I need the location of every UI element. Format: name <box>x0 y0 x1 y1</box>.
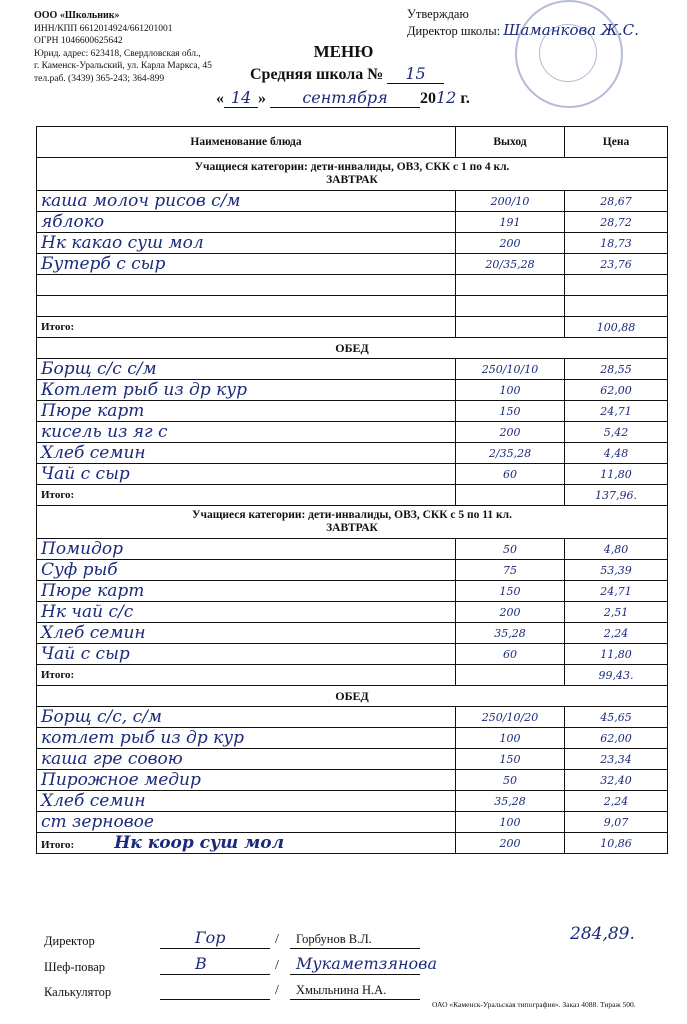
table-row <box>37 359 668 380</box>
dish-output: 100 <box>456 380 565 401</box>
header-dish: Наименование блюда <box>37 127 456 158</box>
dish-price: 5,42 <box>565 422 668 443</box>
total-empty <box>456 317 565 338</box>
dish-name: Хлеб семин <box>37 443 456 464</box>
category-label: Учащиеся категории: дети-инвалиды, ОВЗ, СКК с 5 по 11 кл. <box>192 509 512 521</box>
dish-output: 35,28 <box>456 623 565 644</box>
dish-name: Хлеб семин <box>37 623 456 644</box>
dish-name: Чай с сыр <box>37 464 456 485</box>
dish-name: Пюре карт <box>37 581 456 602</box>
dish-output: 191 <box>456 212 565 233</box>
director-label: Директор школы: <box>407 24 501 38</box>
director-signature: Шаманкова Ж.С. <box>503 21 639 39</box>
dish-price: 18,73 <box>565 233 668 254</box>
dish-output: 100 <box>456 812 565 833</box>
dish-name: ст зерновое <box>37 812 456 833</box>
dish-output: 35,28 <box>456 791 565 812</box>
category-row <box>37 158 668 191</box>
date-month: сентября <box>270 88 420 108</box>
signature-line <box>160 999 270 1000</box>
dish-output: 200 <box>456 602 565 623</box>
dish-price: 28,55 <box>565 359 668 380</box>
dish-output: 75 <box>456 560 565 581</box>
table-row <box>37 212 668 233</box>
signature-slash: / <box>275 958 279 973</box>
dish-price: 4,80 <box>565 539 668 560</box>
dish-price: 45,65 <box>565 707 668 728</box>
signature-role: Шеф-повар <box>44 960 106 974</box>
total-label <box>37 317 456 338</box>
total-label-text: Итого: <box>41 321 75 333</box>
total-row <box>37 833 668 854</box>
dish-output: 150 <box>456 401 565 422</box>
dish-price: 2,24 <box>565 791 668 812</box>
dish-price: 4,48 <box>565 443 668 464</box>
date-line: « 14 » сентября 2012 г. <box>216 88 470 107</box>
dish-name: Нк коор суш мол <box>114 833 285 853</box>
date-day: 14 <box>224 88 258 108</box>
signature-slash: / <box>275 932 279 947</box>
meal-label: ОБЕД <box>37 338 668 359</box>
table-row <box>37 602 668 623</box>
total-value: 100,88 <box>565 317 668 338</box>
dish-name: Нк какао суш мол <box>37 233 456 254</box>
table-row <box>37 644 668 665</box>
total-label <box>37 665 456 686</box>
dish-name: котлет рыб из др кур <box>37 728 456 749</box>
signature-mark: В <box>195 954 207 973</box>
dish-price: 24,71 <box>565 401 668 422</box>
org-name: ООО «Школьник» <box>34 10 120 21</box>
dish-price: 10,86 <box>565 833 668 854</box>
name-line <box>290 974 420 975</box>
table-row <box>37 581 668 602</box>
dish-output: 200 <box>456 233 565 254</box>
table-row <box>37 296 668 317</box>
dish-price: 32,40 <box>565 770 668 791</box>
dish-price: 62,00 <box>565 380 668 401</box>
org-inn: ИНН/КПП 6612014924/661201001 <box>34 23 173 34</box>
dish-output <box>456 296 565 317</box>
total-label <box>37 833 456 854</box>
dish-name: яблоко <box>37 212 456 233</box>
dish-name: Пюре карт <box>37 401 456 422</box>
dish-price: 11,80 <box>565 644 668 665</box>
category-row <box>37 506 668 539</box>
signature-slash: / <box>275 983 279 998</box>
dish-output: 200 <box>456 422 565 443</box>
dish-name: Пирожное медир <box>37 770 456 791</box>
signature-role: Калькулятор <box>44 985 112 999</box>
dish-output: 60 <box>456 644 565 665</box>
dish-price: 2,51 <box>565 602 668 623</box>
dish-output: 60 <box>456 464 565 485</box>
school-label: Средняя школа № <box>250 66 384 83</box>
dish-price: 2,24 <box>565 623 668 644</box>
category-cell <box>37 158 668 191</box>
table-row <box>37 233 668 254</box>
total-label <box>37 485 456 506</box>
table-row <box>37 728 668 749</box>
dish-price: 53,39 <box>565 560 668 581</box>
table-row <box>37 464 668 485</box>
document-title: МЕНЮ <box>313 42 374 61</box>
dish-price: 24,71 <box>565 581 668 602</box>
org-address-1: Юрид. адрес: 623418, Свердловская обл., <box>34 48 201 59</box>
org-phone: тел.раб. (3439) 365-243; 364-899 <box>34 73 165 84</box>
signature-name: Горбунов В.Л. <box>296 932 372 946</box>
table-row <box>37 401 668 422</box>
approval-block <box>407 6 639 39</box>
table-row <box>37 623 668 644</box>
signature-name: Хмыльнина Н.А. <box>296 983 387 997</box>
signature-line <box>160 974 270 975</box>
header-price: Цена <box>565 127 668 158</box>
menu-body <box>37 158 668 854</box>
table-row <box>37 707 668 728</box>
name-line <box>290 948 420 949</box>
dish-name <box>37 296 456 317</box>
dish-name: Чай с сыр <box>37 644 456 665</box>
signature-line <box>160 948 270 949</box>
dish-name: каша молоч рисов с/м <box>37 191 456 212</box>
dish-output: 2/35,28 <box>456 443 565 464</box>
dish-price: 9,07 <box>565 812 668 833</box>
date-year-end: г. <box>460 90 470 107</box>
dish-name: кисель из яг с <box>37 422 456 443</box>
dish-name: Борщ с/с с/м <box>37 359 456 380</box>
school-number: 15 <box>387 64 443 84</box>
dish-price: 28,67 <box>565 191 668 212</box>
dish-name: Борщ с/с, с/м <box>37 707 456 728</box>
approve-label: Утверждаю <box>407 7 469 21</box>
total-row <box>37 485 668 506</box>
total-label-text: Итого: <box>41 489 75 501</box>
dish-name: Бутерб с сыр <box>37 254 456 275</box>
dish-output: 150 <box>456 749 565 770</box>
dish-price: 62,00 <box>565 728 668 749</box>
table-row <box>37 254 668 275</box>
dish-output: 200 <box>456 833 565 854</box>
total-empty <box>456 665 565 686</box>
dish-output: 100 <box>456 728 565 749</box>
date-year-suffix: 12 <box>436 88 457 107</box>
dish-output: 250/10/10 <box>456 359 565 380</box>
total-label-text: Итого: <box>41 669 75 681</box>
table-row <box>37 770 668 791</box>
dish-name: Хлеб семин <box>37 791 456 812</box>
dish-output: 20/35,28 <box>456 254 565 275</box>
dish-price: 28,72 <box>565 212 668 233</box>
total-row <box>37 317 668 338</box>
signature-role: Директор <box>44 934 95 948</box>
signature-mark: Гор <box>195 928 226 947</box>
table-row <box>37 812 668 833</box>
meal-row <box>37 686 668 707</box>
dish-price <box>565 275 668 296</box>
header-output: Выход <box>456 127 565 158</box>
meal-row <box>37 338 668 359</box>
dish-name: Суф рыб <box>37 560 456 581</box>
signature-name: Мукаметзянова <box>296 954 438 973</box>
grand-total: 284,89. <box>570 924 635 944</box>
total-row <box>37 665 668 686</box>
dish-name <box>37 275 456 296</box>
total-value: 99,43. <box>565 665 668 686</box>
dish-output: 200/10 <box>456 191 565 212</box>
dish-price <box>565 296 668 317</box>
name-line <box>290 999 420 1000</box>
meal-label: ОБЕД <box>37 686 668 707</box>
date-year-prefix: 20 <box>420 90 436 107</box>
table-row <box>37 560 668 581</box>
dish-name: каша гре совою <box>37 749 456 770</box>
dish-name: Нк чай с/с <box>37 602 456 623</box>
printer-info: ОАО «Каменск-Уральская типография». Заказ 4088. Тираж 500. <box>432 1000 636 1009</box>
meal-label: ЗАВТРАК <box>326 522 378 534</box>
school-line <box>250 64 444 84</box>
dish-price: 11,80 <box>565 464 668 485</box>
category-cell <box>37 506 668 539</box>
dish-output: 50 <box>456 770 565 791</box>
table-header-row <box>37 127 668 158</box>
org-ogrn: ОГРН 1046600625642 <box>34 36 123 47</box>
org-address-2: г. Каменск-Уральский, ул. Карла Маркса, 45 <box>34 61 212 72</box>
total-label-text: Итого: <box>41 839 75 851</box>
total-empty <box>456 485 565 506</box>
dish-price: 23,34 <box>565 749 668 770</box>
menu-table <box>36 126 668 854</box>
table-row <box>37 443 668 464</box>
dish-output <box>456 275 565 296</box>
table-row <box>37 749 668 770</box>
meal-label: ЗАВТРАК <box>326 174 378 186</box>
dish-output: 250/10/20 <box>456 707 565 728</box>
dish-output: 150 <box>456 581 565 602</box>
category-label: Учащиеся категории: дети-инвалиды, ОВЗ, СКК с 1 по 4 кл. <box>194 161 510 173</box>
table-row <box>37 191 668 212</box>
table-row <box>37 275 668 296</box>
dish-name: Помидор <box>37 539 456 560</box>
table-row <box>37 539 668 560</box>
dish-price: 23,76 <box>565 254 668 275</box>
table-row <box>37 791 668 812</box>
dish-name: Котлет рыб из др кур <box>37 380 456 401</box>
total-value: 137,96. <box>565 485 668 506</box>
table-row <box>37 380 668 401</box>
table-row <box>37 422 668 443</box>
dish-output: 50 <box>456 539 565 560</box>
